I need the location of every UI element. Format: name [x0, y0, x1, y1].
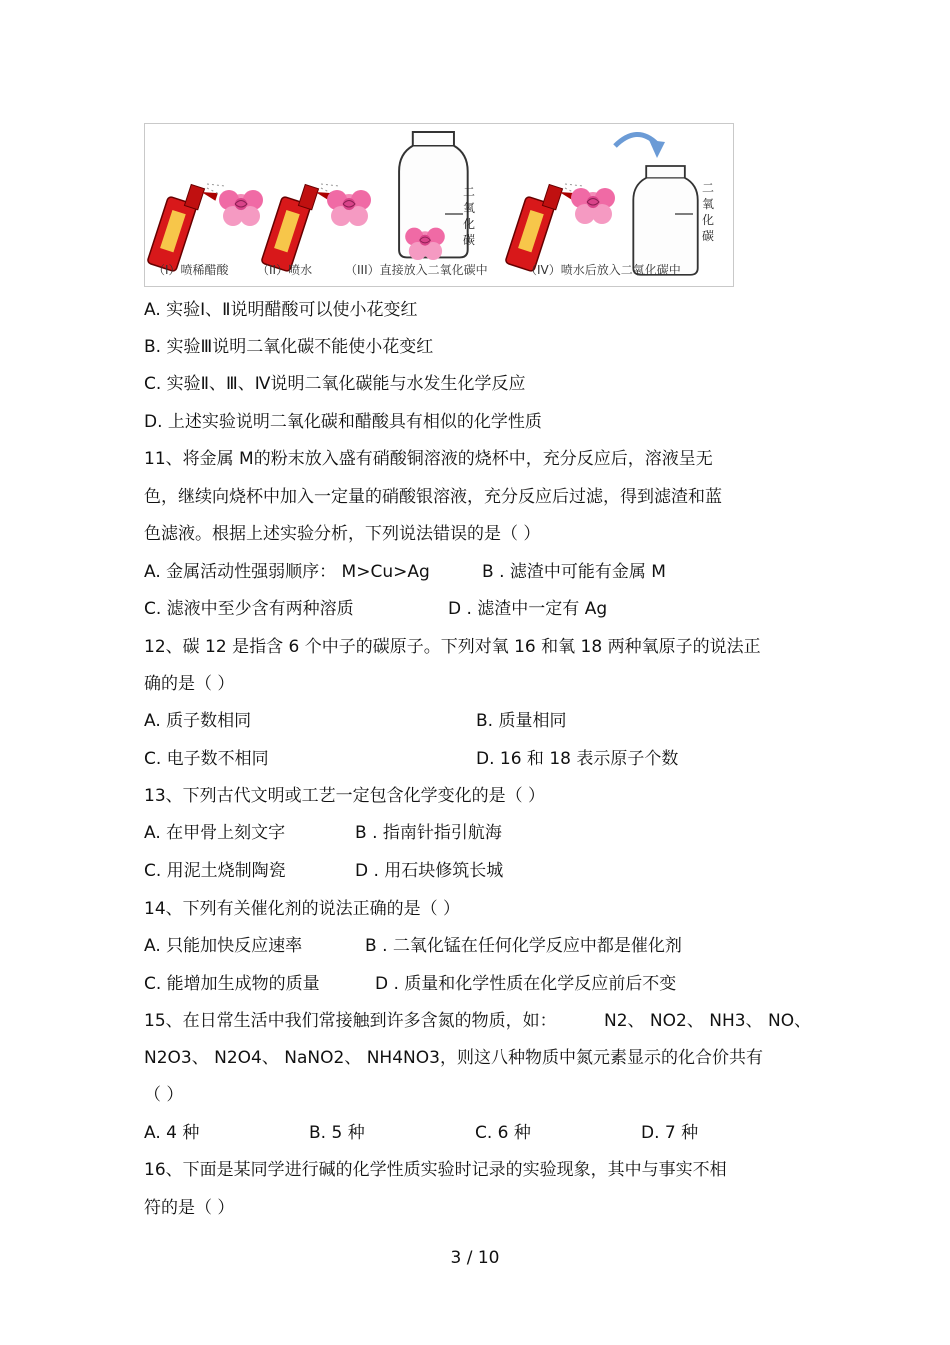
gas-jar-icon-2: [633, 166, 697, 275]
sprayer-icon-1: [147, 185, 218, 272]
arrow-head-icon: [649, 140, 665, 158]
q12-stem-line-2: 确的是（ ）: [144, 674, 235, 694]
experiment-figure: [144, 123, 734, 287]
q14-option-b: B . 二氧化锰在任何化学反应中都是催化剂: [365, 936, 682, 956]
q10-option-d: D. 上述实验说明二氧化碳和醋酸具有相似的化学性质: [144, 412, 542, 432]
q12-option-b: B. 质量相同: [476, 711, 567, 731]
q15-stem-line-1: 15、在日常生活中我们常接触到许多含氮的物质，如：: [144, 1011, 557, 1031]
q15-option-b: B. 5 种: [309, 1123, 365, 1143]
q12-option-d: D. 16 和 18 表示原子个数: [476, 749, 679, 769]
flower-icon-1: [219, 190, 263, 226]
q13-option-c: C. 用泥土烧制陶瓷: [144, 861, 286, 881]
caption-3: （III）直接放入二氧化碳中: [345, 263, 488, 277]
q15-stem-line-3: （ ）: [144, 1085, 184, 1105]
q11-option-c: C. 滤液中至少含有两种溶质: [144, 599, 354, 619]
flower-icon-2: [327, 190, 371, 226]
q13-stem: 13、下列古代文明或工艺一定包含化学变化的是（ ）: [144, 786, 546, 806]
q13-option-d: D . 用石块修筑长城: [355, 861, 504, 881]
q11-stem-line-1: 11、将金属 M的粉末放入盛有硝酸铜溶液的烧杯中，充分反应后，溶液呈无: [144, 449, 713, 469]
q14-option-a: A. 只能加快反应速率: [144, 936, 303, 956]
q15-stem-line-2: N2O3、 N2O4、 NaNO2、 NH4NO3，则这八种物质中氮元素显示的化合价共有: [144, 1048, 763, 1068]
q15-option-d: D. 7 种: [641, 1123, 699, 1143]
q12-option-a: A. 质子数相同: [144, 711, 252, 731]
gas-label-1: 二氧化碳: [463, 185, 476, 247]
sprayer-icon-3: [505, 185, 576, 272]
q15-option-a: A. 4 种: [144, 1123, 200, 1143]
q10-option-c: C. 实验Ⅱ、Ⅲ、Ⅳ说明二氧化碳能与水发生化学反应: [144, 374, 526, 394]
q11-stem-line-3: 色滤液。根据上述实验分析，下列说法错误的是（ ）: [144, 524, 541, 544]
q12-option-c: C. 电子数不相同: [144, 749, 269, 769]
q16-stem-line-2: 符的是（ ）: [144, 1198, 235, 1218]
sprayer-icon-2: [261, 185, 332, 272]
q14-option-c: C. 能增加生成物的质量: [144, 974, 320, 994]
q16-stem-line-1: 16、下面是某同学进行碱的化学性质实验时记录的实验现象，其中与事实不相: [144, 1160, 727, 1180]
q11-option-b: B . 滤渣中可能有金属 M: [482, 562, 666, 582]
caption-1: （I）喷稀醋酸: [153, 263, 229, 277]
q10-option-b: B. 实验Ⅲ说明二氧化碳不能使小花变红: [144, 337, 434, 357]
q12-stem-line-1: 12、碳 12 是指含 6 个中子的碳原子。下列对氧 16 和氧 18 两种氧原子的说法正: [144, 637, 761, 657]
q10-option-a: A. 实验Ⅰ、Ⅱ说明醋酸可以使小花变红: [144, 300, 418, 320]
q13-option-a: A. 在甲骨上刻文字: [144, 823, 286, 843]
gas-label-2: 二氧化碳: [702, 181, 715, 243]
q14-option-d: D . 质量和化学性质在化学反应前后不变: [375, 974, 677, 994]
q11-stem-line-2: 色，继续向烧杯中加入一定量的硝酸银溶液，充分反应后过滤，得到滤渣和蓝: [144, 487, 722, 507]
q13-option-b: B . 指南针指引航海: [355, 823, 502, 843]
q11-option-d: D . 滤渣中一定有 Ag: [448, 599, 608, 619]
q15-option-c: C. 6 种: [475, 1123, 531, 1143]
caption-2: （II）喷水: [257, 263, 313, 277]
page-number: 3 / 10: [450, 1248, 500, 1268]
q14-stem: 14、下列有关催化剂的说法正确的是（ ）: [144, 899, 461, 919]
caption-4: （IV）喷水后放入二氧化碳中: [525, 263, 681, 277]
flower-icon-4: [571, 188, 615, 224]
flower-icon-3: [405, 228, 445, 260]
q11-option-a: A. 金属活动性强弱顺序： M>Cu>Ag: [144, 562, 430, 582]
q15-formula-list: N2、 NO2、 NH3、 NO、: [604, 1011, 812, 1031]
